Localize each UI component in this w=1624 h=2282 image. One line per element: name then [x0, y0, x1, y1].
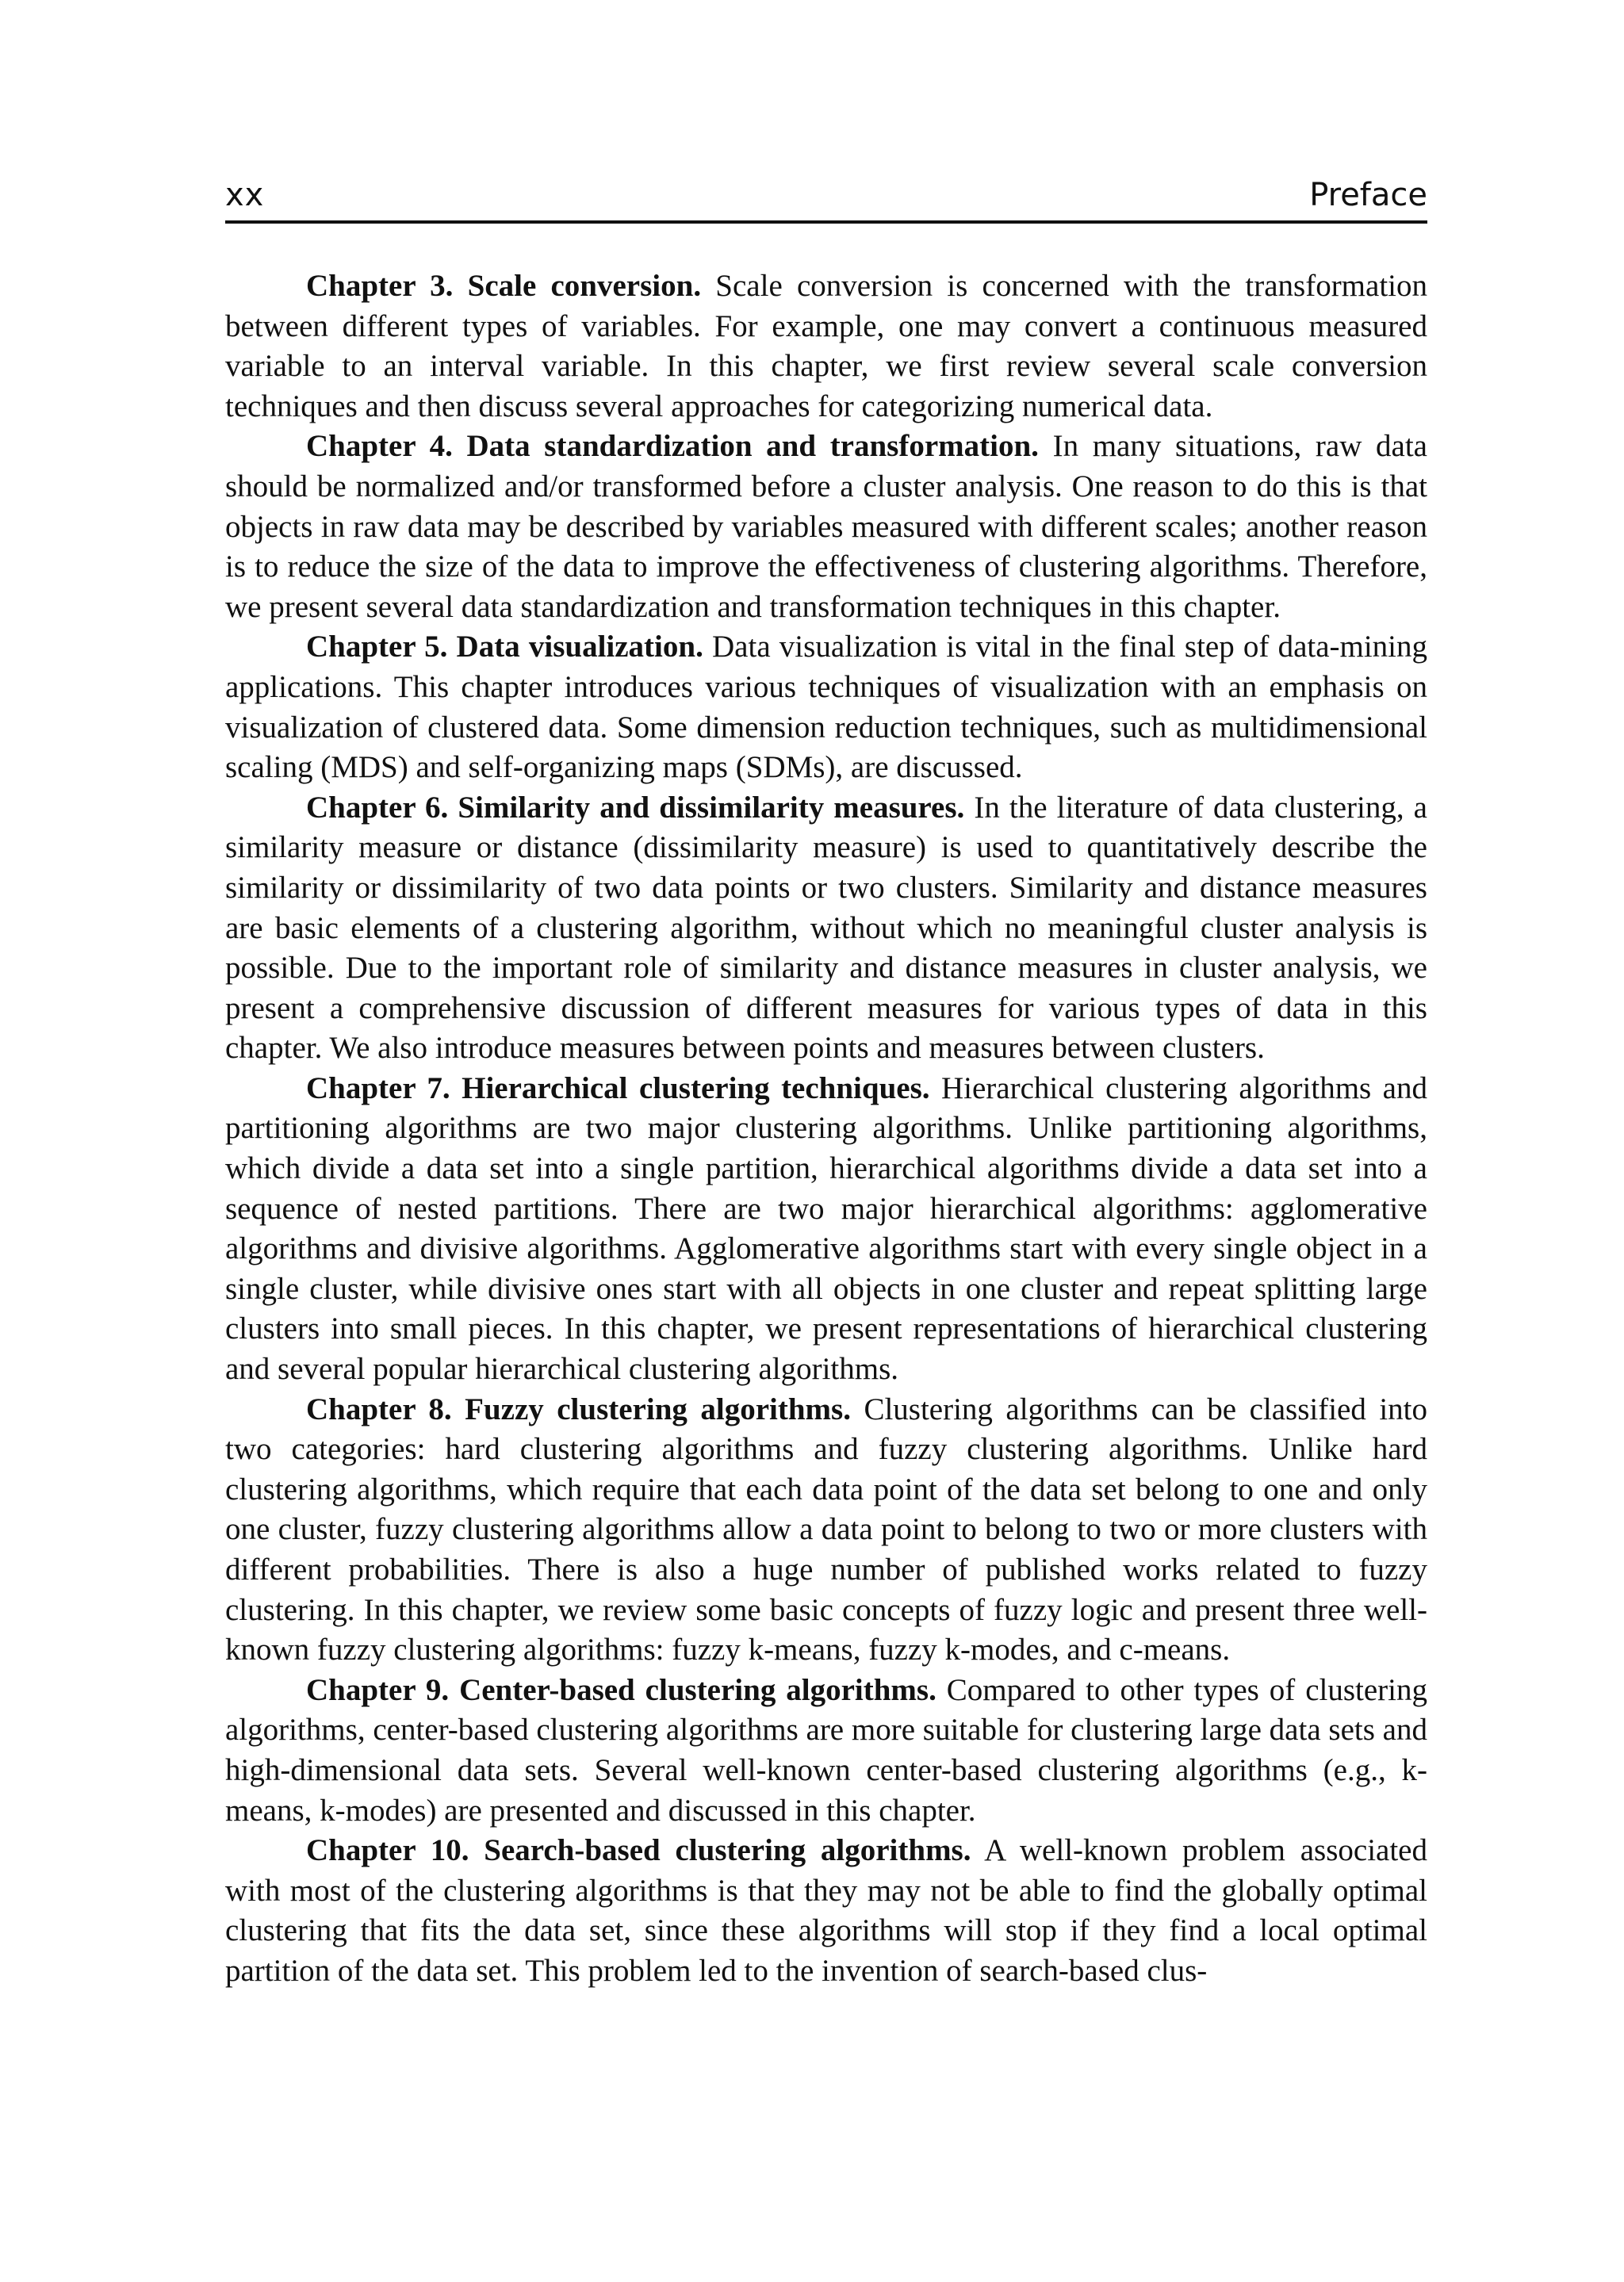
chapter-7-text: Hierarchical clustering algorithms and partitioning algorithms are two major clustering algorithms. Unlike partitioning algorithms, which divide a data set into a single partition, hierarchical algorithms divide a data set into a sequence of nested partitions. There are two major hierarchical algorithms: agglomerative algorithms and divisive algorithms. Agglomerative algorithms start with every single object in a single cluster, while divisive ones start with all objects in one cluster and repeat splitting large clusters into small pieces. In this chapter, we present representations of hierarchical clustering and several popular hierarchical clustering algorithms.	[225, 1070, 1427, 1387]
chapter-6-paragraph	[225, 788, 1427, 1069]
chapter-8-paragraph	[225, 1390, 1427, 1671]
chapter-5-paragraph	[225, 627, 1427, 787]
chapter-4-paragraph	[225, 427, 1427, 627]
chapter-10-text: A well-known problem associated with most of the clustering algorithms is that they may not be able to find the globally optimal clustering that fits the data set, since these algorithms will stop if they find a local optimal partition of the data set. This problem led to the invention of search-based clus-	[225, 1833, 1427, 1988]
page-number: xx	[225, 177, 265, 213]
chapter-6-text: In the literature of data clustering, a similarity measure or distance (dissimilarity measure) is used to quantitatively describe the similarity or dissimilarity of two data points or two clusters. Similarity and distance measures are basic elements of a clustering algorithm, without which no meaningful cluster analysis is possible. Due to the important role of similarity and distance measures in cluster analysis, we present a comprehensive discussion of different measures for various types of data in this chapter. We also introduce measures between points and measures between clusters.	[225, 790, 1427, 1066]
preface-body	[225, 266, 1427, 1992]
chapter-10-title: Chapter 10. Search-based clustering algorithms.	[306, 1833, 971, 1868]
chapter-3-title: Chapter 3. Scale conversion.	[306, 269, 702, 303]
chapter-3-paragraph	[225, 266, 1427, 427]
chapter-5-text: Data visualization is vital in the final step of data-mining applications. This chapter introduces various techniques of visualization with an emphasis on visualization of clustered data. Some dimension reduction techniques, such as multidimensional scaling (MDS) and self-organizing maps (SDMs), are discussed.	[225, 630, 1428, 785]
chapter-7-title: Chapter 7. Hierarchical clustering techniques.	[306, 1070, 930, 1105]
running-header	[225, 176, 1427, 224]
chapter-5-title: Chapter 5. Data visualization.	[306, 630, 703, 664]
chapter-4-text: In many situations, raw data should be normalized and/or transformed before a cluster analysis. One reason to do this is that objects in raw data may be described by variables measured with different scales; another reason is to reduce the size of the data to improve the effectiveness of clustering algorithms. Therefore, we present several data standardization and transformation techniques in this chapter.	[225, 429, 1427, 624]
chapter-8-title: Chapter 8. Fuzzy clustering algorithms.	[306, 1392, 851, 1426]
chapter-4-title: Chapter 4. Data standardization and transformation.	[306, 429, 1039, 464]
chapter-7-paragraph	[225, 1069, 1427, 1390]
chapter-9-paragraph	[225, 1671, 1427, 1831]
chapter-8-text: Clustering algorithms can be classified into two categories: hard clustering algorithms and fuzzy clustering algorithms. Unlike hard clustering algorithms, which require that each data point of the data set belong to one and only one cluster, fuzzy clustering algorithms allow a data point to belong to two or more clusters with different probabilities. There is also a huge number of published works related to fuzzy clustering. In this chapter, we review some basic concepts of fuzzy logic and present three well-known fuzzy clustering algorithms: fuzzy k-means, fuzzy k-modes, and c-means.	[225, 1392, 1427, 1667]
chapter-9-title: Chapter 9. Center-based clustering algorithms.	[306, 1672, 936, 1707]
running-title: Preface	[1309, 177, 1427, 213]
chapter-9-text: Compared to other types of clustering algorithms, center-based clustering algorithms are more suitable for clustering large data sets and high-dimensional data sets. Several well-known center-based clustering algorithms (e.g., k-means, k-modes) are presented and discussed in this chapter.	[225, 1672, 1427, 1828]
chapter-6-title: Chapter 6. Similarity and dissimilarity measures.	[306, 790, 965, 825]
chapter-10-paragraph	[225, 1831, 1427, 1991]
chapter-3-text: Scale conversion is concerned with the transformation between different types of variables. For example, one may convert a continuous measured variable to an interval variable. In this chapter, we first review several scale conversion techniques and then discuss several approaches for categorizing numerical data.	[225, 269, 1427, 423]
